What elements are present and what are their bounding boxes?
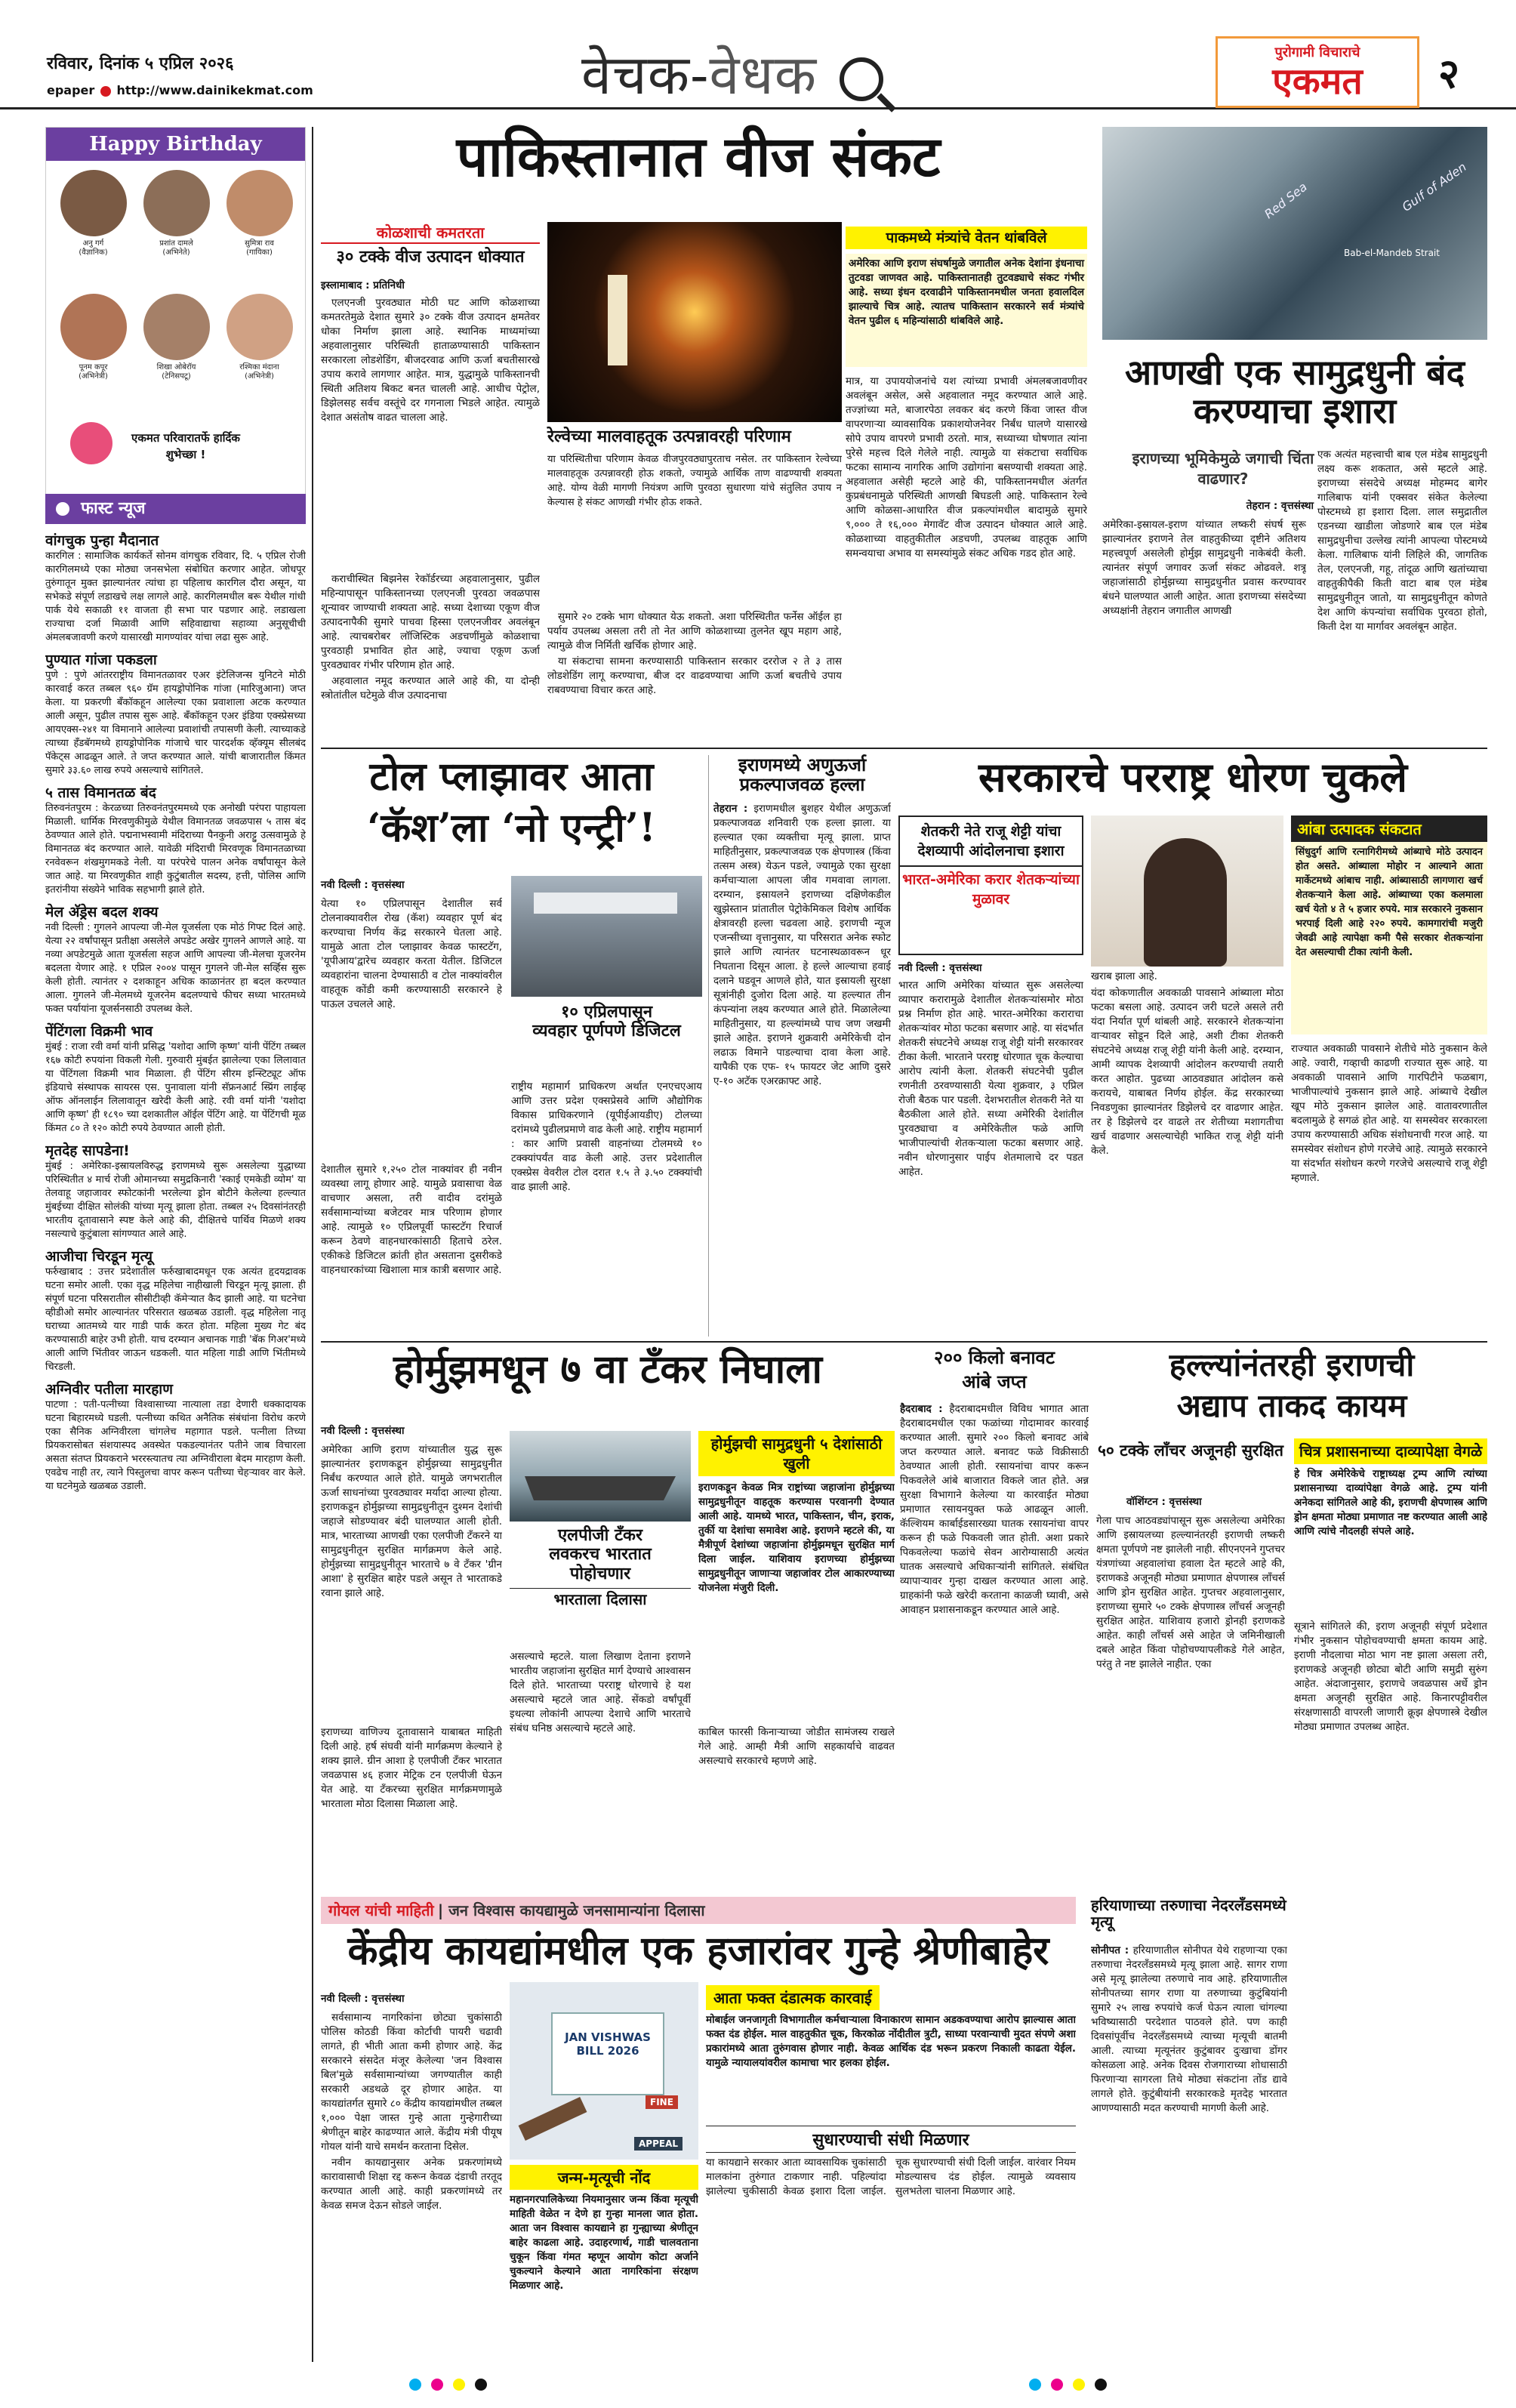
registration-dot [1095,2379,1107,2391]
story-body-2: कराचीस्थित बिझनेस रेकॉर्डरच्या अहवालानुसार, पुढील महिन्यापासून पाकिस्तानच्या एलएनजी पुरवठा जवळपास शून्यावर जाण्याची शक्यता आहे. सध्या देशाच्या एकूण वीज उत्पादनापैकी सुमारे पाचवा हिस्सा एलएनजीवर अवलंबून आहे. त्याचबरोबर लॉजिस्टिक अडचणींमुळे कोळशाचा पुरवठाही प्रभावित होत आहे, ज्याचा एकूण ऊर्जा पुरवठ्यावर गंभीर परिणाम होत आहे. अहवालात नमूद करण्यात आले आहे की, या दोन्ही स्त्रोतांतील घटेमुळे वीज उत्पादनाचा [321,573,540,701]
story-body: एलएनजी पुरवठ्यात मोठी घट आणि कोळशाच्या कमतरतेमुळे देशात सुमारे ३० टक्के वीज उत्पादन क्षमतेवर धोका निर्माण झाला आहे. स्थानिक माध्यमांच्या अहवालानुसार परिस्थिती हाताळण्यासाठी पाकिस्तान सरकारला लोडशेडिंग, बीजदरवाढ आणि ऊर्जा बचतीसारखे उपाय करावे लागणार आहेत. मात्र, युद्धामुळे पाकिस्तानची स्थिती अतिशय बिकट बनत चालली आहे. आधीच पेट्रोल, डिझेलसह सर्वच वस्तूंचे दर गगनाला भिडले आहेत. त्यामुळे देशात असंतोष वाढत चालला आहे. [321,297,540,424]
question-subhead: इराणच्या भूमिकेमुळे जगाची चिंता वाढणार? [1132,449,1314,488]
caption-line-2: व्यवहार पूर्णपणे डिजिटल [532,1022,681,1041]
registration-dot [453,2379,465,2391]
person-silhouette [1144,838,1227,967]
bill-label-2: BILL 2026 [576,2044,639,2058]
news-title: अग्निवीर पतीला मारहाण [45,1381,173,1398]
headline: सरकारचे परराष्ट्र धोरण चुकले [978,753,1407,801]
story-body: भारत आणि अमेरिका यांच्यात सुरू असलेल्या व्यापार करारामुळे देशातील शेतकऱ्यांसमोर मोठा प्रश्न निर्माण होत आहे. भारत-अमेरिका कराराचा शेतकऱ्यांवर मोठा फटका बसणार आहे. या संदर्भात शेतकरी संघटनेचे अध्यक्ष राजू शेट्टी यांनी सरकारवर टीका केली. भारताने परराष्ट्र धोरणात चूक केल्याचा आरोप त्यांनी केला. शेतकरी संघटनेची पुढील रणनीती ठरवण्यासाठी येत्या शुक्रवार, ३ एप्रिल रोजी बैठक पार पडली. देशभरातील शेतकरी नेते या बैठकीला आले होते. सध्या अमेरिकी देशांतील पुरवठ्याचा व अमेरिकेतील फळे आणि भाजीपाल्यांची शेतकऱ्याला फटका बसणार आहे. नवीन धोरणानुसार पाईप शेतमालाचे दर पडत आहेत. [898,979,1083,1178]
headline-line-2: अद्याप ताकद कायम [1176,1387,1407,1424]
side-box [1291,816,1487,1034]
section-title-b: वेधक [709,43,817,106]
callout-box [898,816,1083,955]
dateline: नवी दिल्ली : वृत्तसंस्था [321,879,405,891]
birthday-box [45,127,306,520]
map-label-gulf: Gulf of Aden [1399,159,1469,214]
headline: केंद्रीय कायद्यांमधील एक हजारांवर गुन्हे श्रेणीबाहेर [347,1928,1049,1974]
dateline: तेहरान : [713,803,748,815]
bouquet-icon [70,422,112,464]
side-title: आंबा उत्पादक संकटात [1291,816,1487,842]
list-item [45,782,306,897]
print-registration-marks [0,2379,1516,2401]
band-prefix: गोयल यांची माहिती [328,1901,434,1919]
story-body: येत्या १० एप्रिलपासून देशातील सर्व टोलनाक्यावरील रोख (कॅश) व्यवहार पूर्ण बंद करण्याचा निर्णय केंद्र सरकारने घेतला आहे. यामुळे आता टोल प्लाझावर केवळ फास्टटॅग, 'यूपीआय'द्वारेच व्यवहार करता येतील. डिजिटल व्यवहारांना चालना देण्यासाठी व टोल नाक्यांवरील वाहतूक कोंडी कमी करण्यासाठी सरकारने हे पाऊल उचलले आहे. [321,898,502,1010]
toll-booth-icon [534,893,677,914]
birthday-person-1: अनु गर्ग (वैज्ञानिक) [54,170,133,257]
callout-title: शेतकरी नेते राजू शेट्टी यांचा देशव्यापी आंदोलनाचा इशारा [917,823,1065,859]
dateline: सोनीपत : [1091,1944,1129,1956]
headline: इराणमध्ये अणुऊर्जा प्रकल्पाजवळ हल्ला [738,754,867,796]
callout-birth [510,2165,698,2357]
caption-body: या परिस्थितीचा परिणाम केवळ वीजपुरवठ्यापुरताच नसेल. तर पाकिस्तान रेल्वेच्या मालवाहतूक उत्पन्नावरही होऊ शकतो, ज्यामुळे आर्थिक ताण वाढण्याची शक्यता आहे. योग्य वेळी मागणी नियंत्रण आणि पुरवठा सुधारणा यांचे संतुलित उपाय न केल्यास हे संकट आणखी गंभीर होऊ शकते. [547,454,842,509]
dateline: नवी दिल्ली : वृत्तसंस्था [321,1425,405,1437]
headline-line-1: हल्ल्यांनंतरही इराणची [1169,1346,1415,1383]
lead: अमेरिका आणि इराण संघर्षामुळे जगातील अनेक देशांना इंधनाचा तुटवडा जाणवत आहे. पाकिस्तानातही तुटवड्याचे संकट गंभीर आहे. सध्या इंधन दरवाढीने पाकिस्तानमधील जनता हवालदिल झाल्याचे चित्र आहे. त्यातच पाकिस्तान सरकारने सर्व मंत्र्यांचे वेतन पुढील ६ महिन्यांसाठी थांबविले आहे. [846,254,1087,367]
dateline: तेहरान : वृत्तसंस्था [1246,500,1314,512]
avatar [226,294,293,360]
story-body-2: देशातील सुमारे १,२५० टोल नाक्यांवर ही नवीन व्यवस्था लागू होणार आहे. यामुळे प्रवासाचा वेळ वाचणार असला, तरी वादीव दरांमुळे सर्वसामान्यांच्या बजेटवर मात्र परिणाम होणार आहे. त्यामुळे १० एप्रिलपूर्वी फास्टटॅग रिचार्ज करून ठेवणे वाहनधारकांसाठी हिताचे ठरेल. एकीकडे डिजिटल क्रांती होत असताना दुसरीकडे वाहनधारकांच्या खिशाला मात्र कात्री बसणार आहे. [321,1164,502,1276]
side-body-2: राज्यात अवकाळी पावसाने शेतीचे मोठे नुकसान केले आहे. ज्वारी, गव्हाची काढणी राज्यात सुरू आहे. या अवकाळी पावसाने आणि गारपिटीने फळबाग, भाजीपाल्यांचे नुकसान झाले आहे. आंब्याचे देखील खूप मोठे नुकसान झालेल आहे. वातावरणातील बदलामुळे हे सगळं होत आहे. या समस्येवर सरकारला उपाय करण्यासाठी अधिक संशोधनाची गरज आहे. या समस्येवर संशोधन होणे गरजेचे आहे. त्यामुळे सरकारने या संदर्भात संशोधन करणे गरजेचे असल्याचे राजू शेट्टी म्हणाले. [1291,1043,1487,1184]
story-body: तेहरान : इराणमधील बुशहर येथील अणुऊर्जा प्रकल्पाजवळ शनिवारी एक हल्ला झाला. या हल्ल्यात एका व्यक्तीचा मृत्यू झाला. प्राप्त माहितीनुसार, प्रकल्पाजवळ एक क्षेपणास्त्र (किंवा तत्सम अस्त्र) येऊन पडले, ज्यामुळे एका सुरक्षा कर्मचाऱ्याला आपला जीव गमवावा लागला. दरम्यान, इस्रायलने इराणच्या दक्षिणेकडील खुझेस्तान प्रांतातील पेट्रोकेमिकल विशेष आर्थिक क्षेत्रावरही हल्ला चढवला आहे. इराणची न्यूज एजन्सीच्या वृत्तानुसार, या परिसरात अनेक स्फोट झाले आणि त्यानंतर घटनास्थळावरून धूर निघताना दिसून आला. हे हल्ले आल्याचा हवाई दलाने घडवून आणले होते, यात इस्रायली सुरक्षा सूत्रांनीही दुजोरा दिला आहे. या हल्ल्यात तीन कंपन्यांना लक्ष्य करण्यात आले होते. मिळालेल्या माहितीनुसार, या हल्ल्यांमध्ये पाच जण जखमी झाले आहेत. इराणने शुक्रवारी अमेरिकेची दोन लढाऊ विमाने पाडल्याचा दावा केला आहे. यापैकी एक एफ- १५ फायटर जेट आणि दुसरे ए-१० अटॅक एअरक्राफ्ट आहे. [713,803,891,1087]
fast-news-list [45,530,306,2357]
news-title: पुण्यात गांजा पकडला [45,652,157,668]
side-body: सिंधुदुर्ग आणि रत्नागिरीमध्ये आंब्याचे मोठे उत्पादन होत असते. आंब्याला मोहोर न आल्याने आता मार्केटमध्ये आंबाच नाही. आंब्यासाठी लागणारा खर्च शेतकऱ्याने केला आहे. आंब्याच्या एका कलमाला खर्च येतो ४ ते ५ हजार रुपये. मात्र सरकारने नुकसान भरपाई दिली आहे २२० रुपये. कामगारांची मजुरी जेवढी आहे त्यापेक्षा कमी पैसे सरकार शेतकऱ्यांना देत असल्याची टीका त्यांनी केली. [1296,846,1483,958]
fine-tag: FINE [646,2095,678,2109]
globe-icon [100,86,111,97]
caption-line-3: पोहोचणार [569,1564,631,1583]
birthday-person-6: रश्मिका मंदाना (अभिनेत्री) [220,294,299,381]
registration-dot [1051,2379,1063,2391]
news-body: फर्रुखाबाद : उत्तर प्रदेशातील फर्रुखाबादमधून एक अत्यंत हृदयद्रावक घटना समोर आली. एका वृद्ध महिलेचा नाहीखाली चिरडून मृत्यू झाला. ही संपूर्ण घटना परिसरातील सीसीटीव्ही कॅमेऱ्यात कैद झाली आहे. या घटनेचा व्हीडीओ समोर आल्यानंतर परिसरात खळबळ उडाली. वृद्ध महिलेला नातू घराच्या आतमध्ये यार गाडी पार्क करत होता. महिला मुख्य गेट बंद करण्यासाठी बाहेर उभी होती. याच दरम्यान अचानक गाडी 'बॅक गिअर'मध्ये आली आणि भिंतीवर जाऊन धडकली. यात महिला गाडी आणि भिंतीमध्ये चिरडली. [45,1266,306,1373]
callout-subtitle: भारत-अमेरिका करार शेतकऱ्यांच्या मुळावर [900,865,1082,909]
subhead: ३० टक्के वीज उत्पादन धोक्यात [336,248,525,267]
story-body: गेला पाच आठवड्यांपासून सुरू असलेल्या अमेरिका आणि इस्रायलच्या हल्ल्यानंतरही इराणची लष्करी क्षमता पूर्णपणे नष्ट झालेली नाही. सीएनएनने गुप्तचर यंत्रणांच्या अहवालांचा हवाला देत म्हटले आहे की, इराणकडे अजूनही मोठ्या प्रमाणात क्षेपणास्त्र लाँचर्स आणि ड्रोन सुरक्षित आहेत. गुप्तचर अहवालानुसार, इराणच्या सुमारे ५० टक्के क्षेपणास्त्र लाँचर्स अजूनही सुरक्षित आहेत. याशिवाय हजारो ड्रोनही इराणकडे आहेत. काही लाँचर्स असे आहेत जे जमिनीखाली दबले आहेत किंवा पोहोचण्यापलीकडे गेले आहेत, परंतु ते नष्ट झालेले नाहीत. एका [1096,1515,1285,1670]
story-body-4: काबिल फारसी किनाऱ्याच्या जोडीत सामंजस्य राखले गेले आहे. आम्ही मैत्री आणि सहकार्याचे वाढवत असल्याचे सरकारचे म्हणणे आहे. [698,1726,895,1767]
avatar [60,170,127,236]
bill-illustration [510,1982,698,2160]
side-title: चित्र प्रशासनाच्या दाव्यापेक्षा वेगळे [1294,1438,1487,1464]
list-item [45,530,306,645]
section-title: वेचक-वेधक [581,36,883,104]
story-nuclear [713,755,891,1337]
story-body-3: असल्याचे म्हटले. याला लिखाण देताना इराणने भारतीय जहाजांना सुरक्षित मार्ग देण्याचे आश्वासन दिले होते. भारताच्या परराष्ट्र धोरणाचे हे यश असल्याचे म्हटले जात आहे. सेंकडो वर्षांपूर्वी इथल्या लोकांनी आपल्या देशाचे आणि भारताचे संबंध घनिष्ठ असल्याचे म्हटले आहे. [510,1651,691,1734]
band-text: जन विश्वास कायद्यामुळे जनसामान्यांना दिलासा [448,1901,705,1919]
story-body-2: यंदा कोकणातील अवकाळी पावसाने आंब्याला मोठा फटका बसला आहे. उत्पादन जरी घटले असले तरी यंदा निर्यात पूर्ण थांबली आहे. सरकारने शेतकऱ्यांना वाऱ्यावर सोडून दिले आहे, अशी टीका शेतकरी संघटनेचे अध्यक्ष राजू शेट्टी यांनी केली आहे. दरम्यान, आमी व्यापक देशव्यापी आंदोलन करण्याची तयारी करत आहोत. पुढच्या आठवड्यात आंदोलन कसे करायचे, याबाबत निर्णय होईल. केंद्र सरकारच्या निवडणुका झाल्यानंतर डिझेलचे दर वाढणार आहेत. तर हे डिझेलचे दर वाढले तर शेतीच्या मशागतीचा खर्च वाढणार असल्याचेही भाकित राजू शेट्टी यांनी केले. [1091,987,1283,1157]
news-body: मुंबई : राजा रवी वर्मा यांनी प्रसिद्ध 'यशोदा आणि कृष्ण' यांनी पेंटिंग तब्बल १६७ कोटी रुपयांना विकली गेली. गुरुवारी मुंबईत झालेल्या एका लिलावात या पेंटिंगला विक्रमी भाव मिळाला. ही पेंटिंग सीरम इन्स्टिट्यूट ऑफ इंडियाचे संस्थापक सायरस एस. पुनावाला यांनी सॅफ्रनआर्ट स्प्रिंग लाईव्ह ऑफ ऑनलाईन लिलावातून खरेदी केली आहे. रवी वर्मा यांनी 'यशोदा आणि कृष्ण' ही १८९० च्या दशकातील ऑईल पेंटिंग आहे. या पेंटिंगची मूळ किंमत ८० ते १२० कोटी रुपये ठेवण्यात आली होती. [45,1041,306,1134]
photo-caption [547,427,842,609]
bill-label-1: JAN VISHWAS [565,2030,651,2044]
bill-document [551,2012,664,2095]
gavel-icon [519,2097,587,2141]
news-title: मेल अ‍ॅड्रेस बदल शक्य [45,904,159,920]
map-image [1102,127,1487,340]
tanker-photo [510,1431,691,1522]
bulb-photo [547,222,842,422]
avatar [143,294,210,360]
kicker: पाकमध्ये मंत्र्यांचे वेतन थांबविले [846,227,1087,249]
news-title: मृतदेह सापडेना! [45,1142,130,1159]
photo-caption [510,1526,691,1609]
story-hormuz [321,1348,895,1892]
story-body: अमेरिका-इस्रायल-इराण यांच्यात लष्करी संघर्ष सुरू झाल्यानंतर इराणने तेल वाहतुकीच्या दृष्टीने अतिशय महत्त्वपूर्ण असलेली होर्मुझ सामुद्रधुनी नाकेबंदी केली. त्यानंतर संपूर्ण जगावर ऊर्जा संकट ओढवले. शत्रू जहाजांसाठी होर्मुझच्या सामुद्रधुनीत प्रवास करण्यावर बंधने घालण्यात आली आहेत. आता इराणच्या संसदेच्या अध्यक्षांनी तेहरान जगातील आणखी [1102,519,1306,617]
dateline: नवी दिल्ली : वृत्तसंस्था [321,1993,405,2005]
caption-title: रेल्वेच्या मालवाहतूक उत्पन्नावरही परिणाम [547,427,791,446]
registration-dot [1073,2379,1085,2391]
candle-icon [608,275,627,365]
news-body: पाटणा : पती-पत्नीच्या विश्वासाच्या नात्याला तडा देणारी धक्कादायक घटना बिहारमध्ये घडली. पत्नीच्या कथित अनैतिक संबंधांना विरोध करणे एका सैनिक अग्निवीरला चांगलेच महागात पडले. पत्नीला तिच्या प्रियकरासोबत संशयास्पद अवस्थेत पकडल्यानंतर पतीने जाब विचारला असता संतप्त प्रियकराने भररस्त्यातच त्या अग्निवीराला बेदम मारहाण केली. एवढेच नाही तर, त्याने पिस्तुलचा वापर करून पतीच्या चेहऱ्यावर वार केले. या घटनेमुळे खळबळ उडाली. [45,1399,306,1492]
headline: होर्मुझमधून ७ वा टँकर निघाला [393,1346,822,1392]
side-body-2: सूत्राने सांगितले की, इराण अजूनही संपूर्ण प्रदेशात गंभीर नुकसान पोहोचवण्याची क्षमता कायम आहे. इराणी नौदलाचा मोठा भाग नष्ट झाला असला तरी, इराणकडे अजूनही छोट्या बोटी आणि समुद्री सुरुंग आहेत. अंदाजानुसार, इराणचे जवळपास अर्धे ड्रोन क्षमता अजूनही सुरक्षित आहे. किनारपट्टीवरील संरक्षणासाठी वापरली जाणारी क्रूझ क्षेपणास्त्रे देखील मोठ्या प्रमाणात उपलब्ध आहेत. [1294,1620,1487,1733]
story-criminal [321,1929,1076,2360]
story-body-3: राष्ट्रीय महामार्ग प्राधिकरण अर्थात एनएचएआय आणि उत्तर प्रदेश एक्सप्रेसवे आणि औद्योगिक विकास प्राधिकरणाने (यूपीईआयडीए) टोलच्या दरांमध्ये पुढीलप्रमाणे वाढ केली आहे. राष्ट्रीय महामार्ग : कार आणि प्रवासी वाहनांच्या टोलमध्ये १० टक्क्यांपर्यंत वाढ केली आहे. उत्तर प्रदेशातील एक्स्प्रेस वेवरील टोल दरात १.५ ते ३.५० टक्क्यांची वाढ झाली आहे. [511,1081,702,1193]
section-rule [321,748,1487,749]
news-title: वांगचुक पुन्हा मैदानात [45,532,159,549]
news-body: कारगिल : सामाजिक कार्यकर्ते सोनम वांगचुक रविवार, दि. ५ एप्रिल रोजी कारगिलमध्ये एका मोठ्या जनसभेला संबोधित करणार आहेत. जोधपूर तुरुंगातून मुक्त झाल्यानंतर त्यांचा हा पहिलाच कारगिल दौरा असून, या सभेकडे संपूर्ण लडाखचे लक्ष लागले आहे. कारगिलमधील बरू येथील गांधी पार्क येथे सकाळी ११ वाजता ही सभा पार पडणार आहे. लडाखला राज्याचा दर्जा मिळावी आणि सहिवाद्याचा सहाव्या अनुसूचीची अंमलबजावणी करणे यासारखी मागण्यांवर यांचा लढा सुरू आहे. [45,550,306,643]
masthead [0,0,1516,113]
news-title: आजीचा चिरडून मृत्यू [45,1248,153,1265]
magnifier-icon [840,57,883,101]
fast-news-header [45,494,306,524]
birthday-heading: Happy Birthday [46,128,305,161]
birthday-wishes: एकमत परिवारातर्फे हार्दिक शुभेच्छा ! [131,431,240,461]
story-mango [900,1348,1089,1892]
news-body: मुंबई : अमेरिका-इस्रायलविरुद्ध इराणमध्ये सुरू असलेल्या युद्धाच्या परिस्थितीत ४ मार्च रोजी ओमानच्या समुद्रकिनारी 'स्काई एमकेडी व्योम' या तेलवाहू जहाजावर स्फोटकांनी भरलेल्या ड्रोन बोटीने केलेल्या हल्ल्यात मुंबईच्या दीक्षित सोलंकी यांच्या मृत्यू झाला होता. तब्बल २५ दिवसांनंतरही भारतीय दूतावासाने स्पष्ट केले आहे की, दीक्षितचे पार्थिव मिळणे शक्य नसल्याचे कुटुंबाला सांगण्यात आले आहे. [45,1161,306,1240]
story-foreign [898,755,1487,1337]
headline: पाकिस्तानात वीज संकट [456,125,941,190]
brand-block [1216,36,1419,108]
registration-dot [1029,2379,1041,2391]
reform-subhead: सुधारण्याची संधी मिळणार [706,2126,1076,2153]
portrait-photo [1091,816,1283,967]
fast-news-heading: फास्ट न्यूज [81,499,146,518]
birthday-person-2: प्रशांत दामले (अभिनेते) [137,170,216,257]
story-body: हैदराबाद : हैदराबादमधील विविध भागात आता हैदराबादमधील एका फळांच्या गोदामावर कारवाई करण्यात आली. सुमारे २०० किलो बनावट आंबे जप्त करण्यात आले. बनावट फळे विक्रीसाठी ठेवण्यात आली होती. रसायनांचा वापर करून पिकवलेले आंबे बाजारात विकले जात होते. अन्न सुरक्षा विभागाने केलेल्या या कारवाईत मोठ्या प्रमाणात रसायनयुक्त फळे आढळून आली. कॅल्शियम कार्बाईडसारख्या घातक रसायनांचा वापर करून ही फळे पिकवली जात होती. अशा प्रकारे पिकवलेल्या फळांचे सेवन आरोग्यासाठी अत्यंत घातक असल्याचे अधिकाऱ्यांनी सांगितले. संबंधित व्यापाऱ्यावर गुन्हा दाखल करण्यात आला आहे. ग्राहकांनी फळे खरेदी करताना काळजी घ्यावी, असे आवाहन प्रशासनाकडून करण्यात आले आहे. [900,1403,1089,1616]
story-body: सर्वसामान्य नागरिकांना छोट्या चुकांसाठी पोलिस कोठडी किंवा कोर्टाची पायरी चढावी लागते, ही भीती आता कमी होणार आहे. केंद्र सरकारने संसदेत मंजूर केलेल्या 'जन विश्वास बिल'मुळे सर्वसामान्यांच्या जगण्यातील काही सरकारी अडथळे दूर होणार आहेत. या कायद्यांतर्गत सुमारे ८० केंद्रीय कायद्यांमधील तब्बल १,००० पेक्षा जास्त गुन्हे आता गुन्हेगारीच्या श्रेणीतून बाहेर काढण्यात आले. केंद्रीय मंत्री पीयूष गोयल यांनी याचे समर्थन करताना दिसेल. नवीन कायद्यानुसार अनेक प्रकरणांमध्ये कारावासाची शिक्षा रद्द करून केवळ दंडाची तरतूद करण्यात आली आहे. काही प्रकरणांमध्ये तर केवळ समज देऊन सोडले जाईल. [321,2012,502,2212]
caption-line-2: लवकरच भारतात [549,1545,652,1565]
column-divider [312,127,313,2362]
headline: हरियाणाच्या तरुणाचा नेदरलँडसमध्ये मृत्यू [1091,1896,1286,1931]
page-number: २ [1438,50,1460,97]
story-toll [321,755,702,1337]
avatar [60,294,127,360]
callout-body: मोबाईल जनजागृती विभागातील कर्मचाऱ्याला विनाकारण सामान अडकवण्याचा आरोप झाल्यास आता फक्त दंड होईल. माल वाहतुकीत चूक, किरकोळ नोंदीतील त्रुटी, साध्या परवान्याची मुदत संपणे अशा प्रकारांमध्ये आता तुरुंगवास होणार नाही. केवळ आर्थिक दंड भरून प्रकरण निकाली काढता येईल. यामुळे न्यायालयांवरील कामाचा भार हलका होईल. [706,2014,1076,2069]
callout-title: होर्मुझची सामुद्रधुनी ५ देशांसाठी खुली [698,1431,895,1476]
avatar [143,170,210,236]
story-body-3: सुमारे २० टक्के भाग धोक्यात येऊ शकतो. अशा परिस्थितीत फर्नेस ऑईल हा पर्याय उपलब्ध असला तरी तो नेत आणि कोळशाच्या तुलनेत खूप महाग आहे, त्यामुळे वीज निर्मिती खर्चिक होणार आहे. या संकटाचा सामना करण्यासाठी पाकिस्तान सरकार दररोज २ ते ३ तास लोडशेडिंग लागू करण्याचा, बीज दर वाढवण्याचा आणि ऊर्जा बचतीचे उपाय राबवण्याचा विचार करत आहे. [547,611,842,696]
story-haryana [1091,1897,1487,2357]
news-body: नवी दिल्ली : गुगलने आपल्या जी-मेल यूजर्सला एक मोठं गिफ्ट दिलं आहे. येत्या २२ वर्षांपासून प्रतीक्षा असलेले अपडेट अखेर गुगलने आणले आहे. या नव्या अपडेटमुळे आता यूजर्सला सहज आणि आपल्या जी-मेलचा यूजरनेम बदलता येणार आहे. १ एप्रिल २००४ पासून गुगलने जी-मेल सर्व्हिस सुरू केली होती. त्यानंतर २ दशकाहून अधिक काळानंतर हा बदल करण्यात आला. गुगलने जी-मेलमध्ये यूजरनेम बदलण्याचे फीचर सध्या भारतमध्ये फक्त पर्यायांना यूजर्सनसाठी उपलब्ध केले. [45,922,306,1015]
map-label-red-sea: Red Sea [1262,179,1310,222]
info-band: गोयल यांची माहिती | जन विश्वास कायद्यामुळे जनसामान्यांना दिलासा [321,1897,1076,1924]
headline-line-2: आंबे जप्त [962,1370,1027,1392]
dateline: हैदराबाद : [900,1403,943,1415]
avatar [226,170,293,236]
dateline: नवी दिल्ली : वृत्तसंस्था [898,962,982,974]
registration-dot [475,2379,487,2391]
epaper-link[interactable] [47,83,313,97]
headline: आणखी एक सामुद्रधुनी बंद करण्याचा इशारा [1125,352,1465,431]
headline-line-1: २०० किलो बनावट [934,1346,1055,1368]
dateline: वॉशिंग्टन : वृत्तसंस्था [1126,1496,1202,1508]
news-bullet-icon [56,502,69,516]
story-body: सोनीपत : हरियाणातील सोनीपत येथे राहणाऱ्या एका तरुणाचा नेदरलँडसमध्ये मृत्यू झाला आहे. सागर राणा असे मृत्यू झालेल्या तरुणाचे नाव आहे. हरियाणातील सोनीपतच्या सागर राणा या तरुणाच्या कुटुंबियांनी सुमारे २५ लाख रुपयांचे कर्ज घेऊन त्याला चांगल्या भविष्यासाठी परदेशात पाठवले होते. पण काही दिवसांपूर्वीच नेदरलँडसमध्ये त्याच्या मृत्यूची बातमी आली. त्याच्या मृत्यूनंतर कुटुंबावर दुःखाचा डोंगर कोसळला आहे. अनेक दिवस रोजगाराच्या शोधासाठी फिरणाऱ्या सागरला तिथे मोठ्या संकटांना तोंड द्यावे लागले होते. कुटुंबीयांनी सरकारकडे मृतदेह भारतात आणण्यासाठी मदत करण्याची मागणी केली आहे. [1091,1944,1287,2114]
callout-box [698,1431,895,1710]
side-box [1294,1438,1487,1612]
story-body-2: इराणच्या वाणिज्य दूतावासाने याबाबत माहिती दिली आहे. हर्ष संघवी यांनी मार्गक्रमण केल्याने हे शक्य झाले. ग्रीन आशा हे एलपीजी टँकर भारतात जवळपास ४६ हजार मेट्रिक टन एलपीजी घेऊन येत आहे. या टँकरच्या सुरक्षित मार्गक्रमणामुळे भारताला मोठा दिलासा मिळाला आहे. [321,1726,502,1810]
kicker: ५० टक्के लाँचर अजूनही सुरक्षित [1098,1441,1283,1460]
registration-dot [409,2379,421,2391]
caption-line-1: १० एप्रिलपासून [560,1003,653,1022]
list-item [45,902,306,1016]
column-divider [708,755,709,1337]
ship-icon [525,1476,676,1500]
caption-line-4: भारताला दिलासा [510,1588,691,1609]
kicker: कोळशाची कमतरता [321,222,540,244]
epaper-url: http://www.dainikekmat.com [116,83,313,97]
callout-body: इराणकडून केवळ मित्र राष्ट्रांच्या जहाजांना होर्मुझच्या सामुद्रधुनीतून वाहतूक करण्यास परवानगी देण्यात आली आहे. यामध्ये भारत, पाकिस्तान, चीन, इराक, तुर्की या देशांचा समावेश आहे. इराणने म्हटले की, या मैत्रीपूर्ण देशांच्या जहाजांना होर्मुझमधून सुरक्षित मार्ग दिला जाईल. याशिवाय इराणच्या होर्मुझच्या सामुद्रधुनीतून जाणाऱ्या जहाजांवर टोल आकारण्याच्या योजनेला मंजुरी दिली. [698,1481,895,1594]
headline-line-2: ‘कॅश’ला ‘नो एन्ट्री’! [367,805,656,851]
birthday-person-3: सुमित्रा राव (गायिका) [220,170,299,257]
news-title: ५ तास विमानतळ बंद [45,785,156,801]
story-body-2: एक अत्यंत महत्त्वाची बाब एल मंडेब सामुद्रधुनी लक्ष्य करू शकतात, असे म्हटले आहे. इराणच्या संसदेचे अध्यक्ष मोहम्मद बागेर गालिबाफ यांनी एक्सवर संकेत केलेल्या पोस्टमध्ये हा इशारा दिला. लाल समुद्रातील एडनच्या खाडीला जोडणारे बाब एल मंडेब सामुद्रधुनीचा उल्लेख त्यांनी आपल्या पोस्टमध्ये केला. गालिबाफ यांनी लिहिले की, जागतिक तेल, एलएनजी, गहू, तांदूळ आणि खतांच्याचा वाहतुकीपैकी किती वाटा बाब एल मंडेब सामुद्रधुनीतून जातो, या सामुद्रधुनीतून कोणते देश आणि कंपन्यांचा सर्वाधिक पुरवठा होतो, किती देश या मार्गावर अवलंबून आहेत. [1317,449,1487,633]
news-body: तिरुवनंतपुरम : केरळच्या तिरुवनंतपुरममध्ये एक अनोखी परंपरा पाहायला मिळाली. धार्मिक मिरवणुकीमुळे येथील विमानतळ जवळपास ५ तास बंद ठेवण्यात आले होते. पद्मनाभस्वामी मंदिराच्या पैनकुनी अराट्टु उत्सवामुळे हे विमानतळ बंद करण्यात आले. यावेळी मंदिराची मिरवणूक विमानतळाच्या रनवेवरून शंखमुगमकडे नेली. या परंपरेचे पालन अनेक वर्षांपासून केले जात आहे. या मिरवणुकीत शाही कुटुंबातील सदस्य, हत्ती, पोलिस आणि इतरांनीया संख्येने भाविक सहभागी झाले होते. [45,803,306,896]
side-body: हे चित्र अमेरिकेचे राष्ट्राध्यक्ष ट्रम्प आणि त्यांच्या प्रशासनाच्या दाव्यांपेक्षा वेगळे आहे. ट्रम्प यांनी अनेकदा सांगितले आहे की, इराणची क्षेपणास्त्र आणि ड्रोन क्षमता मोठ्या प्रमाणात नष्ट करण्यात आली आहे आणि त्यांचे नौदलही संपले आहे. [1294,1468,1487,1537]
reform-body: या कायद्याने सरकार आता व्यावसायिक चुकांसाठी मालकांना तुरुंगात टाकणार नाही. पहिल्यांदा झालेल्या चुकीसाठी केवळ इशारा दिला जाईल. चूक सुधारण्याची संधी दिली जाईल. वारंवार नियम मोडल्यासच दंड होईल. त्यामुळे व्यवसाय सुलभतेला चालना मिळणार आहे. [706,2157,1076,2197]
story-redsea [1102,127,1487,738]
list-item [45,1246,306,1374]
story-iran-power [1096,1348,1487,1892]
story-salary [846,227,1087,732]
section-title-a: वेचक [581,43,691,106]
portrait-caption: खराब झाला आहे. [1091,970,1157,982]
toll-photo [511,876,702,997]
story-body: अमेरिका आणि इराण यांच्यातील युद्ध सुरू झाल्यानंतर इराणकडून होर्मुझच्या सामुद्रधुनीत निर्बंध करण्यात आले होते. यामुळे जगभरातील ऊर्जा साधनांच्या पुरवठ्यावर मर्यादा आल्या होत्या. इराणकडून होर्मुझच्या सामुद्रधुनीतून दुश्मन देशांची जहाजे सोडण्यावर बंदी घालण्यात आली होती. मात्र, भारताच्या आणखी एका एलपीजी टँकरने या सामुद्रधुनीतून सुरक्षित मार्गक्रमण केले आहे. होर्मुझच्या सामुद्रधुनीतून भारताचे ७ वे टँकर 'ग्रीन आशा' हे सुरक्षित बाहेर पडले असून ते भारताकडे रवाना झाले आहे. [321,1444,502,1599]
list-item [45,1379,306,1494]
caption-line-1: एलपीजी टँकर [558,1526,642,1545]
section-rule [321,1341,1487,1343]
masthead-date: रविवार, दिनांक ५ एप्रिल २०२६ [47,54,234,73]
dateline: इस्लामाबाद : प्रतिनिधी [321,279,405,291]
callout-title: जन्म-मृत्यूची नोंद [510,2165,698,2190]
list-item [45,649,306,778]
left-column [45,127,306,2362]
headline-line-1: टोल प्लाझावर आता [369,754,654,800]
story-body: मात्र, या उपाययोजनांचे यश त्यांच्या प्रभावी अंमलबजावणीवर अवलंबून असेल, असे अहवालात नमूद करण्यात आले आहे. तज्ज्ञांच्या मते, बाजारपेठा लवकर बंद करणे किंवा जास्त वीज वापरणाऱ्या व्यावसायिक प्रकाशयोजनेवर निर्बंध घालणे यासारखे सोपे उपाय वापरणे प्रभावी ठरतो. मात्र, सध्याच्या घोषणात त्यांना पुरेसे महत्त्व दिले गेलेले नाही. त्यामुळे या संकटाचा सर्वाधिक फटका सामान्य नागरिक आणि उद्योगांना बसण्याची शक्यता आहे. अहवालात असेही म्हटले आहे की, पाकिस्तानमधील अंतर्गत कुप्रबंधनामुळे परिस्थिती आणखी बिघडली आहे. पाकिस्तान रेल्वे आणि कोळसा-आधारित वीज प्रकल्पांमधील बादामुळे सुमारे ९,००० ते १६,००० मेगावॅट वीज उत्पादन धोक्यात आले आहे. कोळशाच्या वाहतुकीतील अडचणी, उपलब्ध वाहतूक आणि समन्वयाचा अभाव या समस्यांमुळे संकट अधिक गडद होत आहे. [846,375,1087,560]
brand-logo: एकमत [1272,60,1363,103]
list-item [45,1140,306,1241]
news-body: पुणे : पुणे आंतरराष्ट्रीय विमानतळावर एअर इंटेलिजन्स युनिटने मोठी कारवाई करत तब्बल ९६० ग्रॅम हायड्रोपोनिक गांजा (मारिजुआना) जप्त केला. या प्रकरणी बँकॉकहून आलेल्या एका प्रवाशाला अटक करण्यात आली असून, पुढील तपास सुरू आहे. बँकॉकहून एअर इंडिया एक्स्प्रेसच्या आयएक्स-२४१ या विमानाने आलेल्या प्रवाशांची तपासणी केली. त्याच्याकडे त्याच्या हँडबॅगमध्ये हायड्रोपोनिक गांजाचे चार पारदर्शक व्हॅक्यूम सीलबंद पॅकेट्स आढळून आले. ते जप्त करण्यात आले. यांची बाजारातील किंमत सुमारे ३३.६० लाख रुपये असल्याचे सांगितले. [45,670,306,776]
photo-caption [511,1003,702,1041]
callout-title: आता फक्त दंडात्मक कारवाई [706,1985,880,2010]
news-title: पेंटिंगला विक्रमी भाव [45,1023,153,1040]
registration-dot [431,2379,443,2391]
list-item [45,1021,306,1136]
appeal-tag: APPEAL [634,2137,683,2151]
birthday-person-4: पूनम कपूर (अभिनेत्री) [54,294,133,381]
map-label-strait: Bab-el-Mandeb Strait [1344,248,1440,258]
epaper-label: epaper [47,83,95,97]
callout-body: महानगरपालिकेच्या नियमानुसार जन्म किंवा मृत्यूची माहिती वेळेत न देणे हा गुन्हा मानला जात होता. आता जन विश्वास कायद्याने हा गुन्ह्याच्या श्रेणीतून बाहेर काढला आहे. उदाहरणार्थ, गाडी चालवताना चुकून किंवा गंमत म्हणून आयोग कोटा अर्जाने चुकल्याने केल्याने आता नागरिकांना संरक्षण मिळणार आहे. [510,2194,698,2292]
birthday-person-5: शिखा ओबेरॉय (टेनिसपटू) [137,294,216,381]
brand-tagline: पुरोगामी विचाराचे [1274,45,1360,60]
